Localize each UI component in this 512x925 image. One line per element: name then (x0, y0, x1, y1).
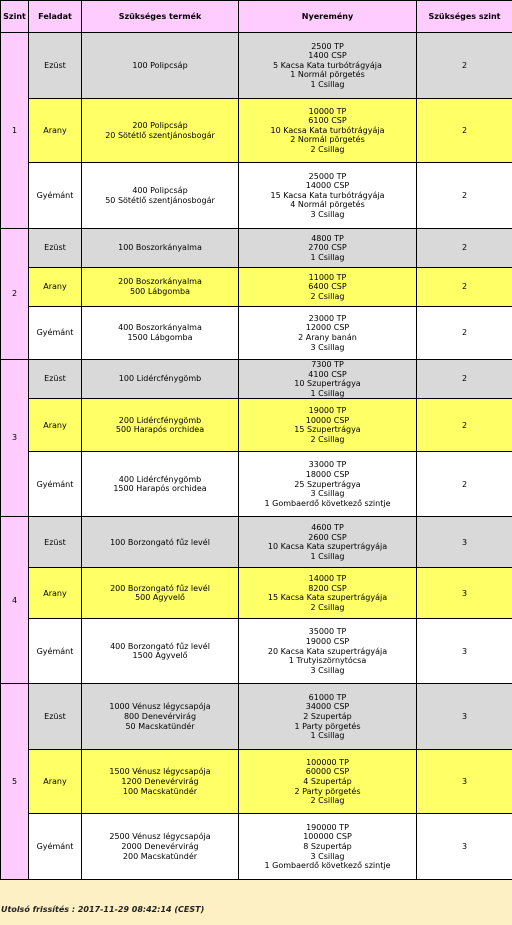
products-cell (82, 268, 239, 307)
reward-line: 5 Kacsa Kata turbótrágyája (273, 60, 382, 70)
task-cell: Gyémánt (29, 452, 82, 517)
level-cell: 5 (1, 684, 29, 880)
products-cell (82, 399, 239, 452)
table-row (1, 229, 512, 268)
reward-line: 1 Trutyiszörnytócsa (288, 656, 367, 666)
header-products: Szükséges termék (82, 1, 239, 33)
reward-line: 2600 CSP (308, 532, 347, 542)
task-cell: Arany (29, 399, 82, 452)
reward-line: 19000 CSP (305, 636, 350, 646)
table-row (1, 452, 512, 517)
reward-line: 14000 TP (308, 574, 347, 584)
required-level-cell: 2 (417, 163, 512, 229)
product-line: 800 Denevérvirág (123, 712, 197, 722)
reward-line: 3 Csillag (310, 209, 345, 219)
reward-line: 15 Kacsa Kata turbótrágyája (270, 190, 385, 200)
product-line: 100 Borzongató fűz levél (110, 537, 210, 547)
products-cell (82, 360, 239, 399)
reward-line: 7300 TP (311, 360, 344, 369)
task-cell: Ezüst (29, 33, 82, 99)
required-level-cell: 3 (417, 750, 512, 814)
reward-line: 4600 TP (311, 523, 344, 533)
product-line: 200 Boszorkányalma (118, 277, 202, 287)
header-task: Feladat (29, 1, 82, 33)
products-cell (82, 99, 239, 163)
reward-line: 18000 CSP (305, 469, 350, 479)
task-cell: Ezüst (29, 517, 82, 568)
products-cell (82, 814, 239, 880)
reward-line: 1400 CSP (308, 51, 347, 61)
reward-line: 2 Normál pörgetés (290, 135, 365, 145)
products-cell (82, 33, 239, 99)
product-line: 200 Borzongató fűz levél (110, 583, 210, 593)
reward-line: 1 Gombaerdő következő szintje (264, 498, 391, 508)
products-cell (82, 452, 239, 517)
required-level-cell: 2 (417, 307, 512, 360)
table-row (1, 268, 512, 307)
rewards-cell (239, 619, 417, 684)
last-updated: Utolsó frissítés : 2017-11-29 08:42:14 (CEST) (1, 905, 205, 914)
rewards-cell (239, 360, 417, 399)
required-level-cell: 2 (417, 229, 512, 268)
required-level-cell: 2 (417, 452, 512, 517)
required-level-cell: 3 (417, 684, 512, 750)
rewards-cell (239, 684, 417, 750)
product-line: 100 Boszorkányalma (118, 243, 202, 253)
table-row (1, 307, 512, 360)
product-line: 400 Lidércfénygömb (118, 474, 202, 484)
reward-line: 4800 TP (311, 233, 344, 243)
header-row (1, 1, 512, 33)
reward-line: 3 Csillag (310, 342, 345, 352)
reward-line: 3 Csillag (310, 489, 345, 499)
reward-line: 3 Csillag (310, 665, 345, 675)
rewards-cell (239, 517, 417, 568)
reward-line: 34000 CSP (305, 702, 350, 712)
table-row (1, 99, 512, 163)
product-line: 500 Agyvelő (135, 593, 185, 603)
product-line: 400 Boszorkányalma (118, 323, 202, 333)
reward-line: 1 Party pörgetés (294, 721, 361, 731)
table-row (1, 33, 512, 99)
reward-line: 11000 TP (308, 272, 347, 282)
task-cell: Arany (29, 268, 82, 307)
reward-line: 10000 TP (308, 106, 347, 116)
reward-line: 2 Csillag (310, 796, 345, 806)
product-line: 1500 Agyvelő (132, 651, 188, 661)
task-cell: Gyémánt (29, 814, 82, 880)
reward-line: 6400 CSP (308, 282, 347, 292)
reward-line: 100000 CSP (303, 832, 352, 842)
product-line: 1000 Vénusz légycsapója (109, 702, 211, 712)
product-line: 50 Sötétlő szentjánosbogár (105, 195, 215, 205)
reward-line: 15 Kacsa Kata szupertrágyája (267, 593, 388, 603)
task-cell: Arany (29, 99, 82, 163)
level-cell: 4 (1, 517, 29, 684)
reward-line: 35000 TP (308, 627, 347, 637)
reward-line: 8 Szupertáp (303, 842, 352, 852)
reward-line: 4 Szupertáp (303, 777, 352, 787)
product-line: 500 Harapós orchidea (115, 425, 205, 435)
task-cell: Ezüst (29, 684, 82, 750)
product-line: 1500 Vénusz légycsapója (109, 767, 211, 777)
required-level-cell: 2 (417, 360, 512, 399)
products-cell (82, 517, 239, 568)
reward-line: 10 Kacsa Kata turbótrágyája (270, 125, 385, 135)
rewards-cell (239, 99, 417, 163)
product-line: 50 Macskatündér (125, 721, 195, 731)
products-cell (82, 750, 239, 814)
reward-line: 100000 TP (306, 757, 349, 767)
required-level-cell: 2 (417, 99, 512, 163)
rewards-cell (239, 163, 417, 229)
reward-line: 1 Normál pörgetés (290, 70, 365, 80)
reward-line: 1 Gombaerdő következő szintje (264, 861, 391, 871)
required-level-cell: 2 (417, 33, 512, 99)
header-rewards: Nyeremény (239, 1, 417, 33)
level-cell: 1 (1, 33, 29, 229)
product-line: 200 Lidércfénygömb (118, 415, 202, 425)
reward-line: 1 Csillag (310, 731, 345, 741)
reward-line: 15 Szupertrágya (294, 425, 361, 435)
reward-line: 60000 CSP (305, 767, 350, 777)
header-required-level: Szükséges szint (417, 1, 512, 33)
reward-line: 10 Szupertrágya (294, 379, 361, 389)
required-level-cell: 3 (417, 517, 512, 568)
table-row (1, 750, 512, 814)
product-line: 400 Borzongató fűz levél (110, 641, 210, 651)
product-line: 2500 Vénusz légycsapója (109, 832, 211, 842)
reward-line: 8200 CSP (308, 583, 347, 593)
task-cell: Gyémánt (29, 163, 82, 229)
rewards-cell (239, 452, 417, 517)
rewards-cell (239, 568, 417, 619)
task-cell: Arany (29, 568, 82, 619)
product-line: 1500 Lábgomba (127, 333, 193, 342)
reward-line: 23000 TP (308, 313, 347, 323)
rewards-cell (239, 814, 417, 880)
level-cell: 2 (1, 229, 29, 360)
reward-line: 12000 CSP (305, 323, 350, 333)
reward-line: 25 Szupertrágya (294, 479, 361, 489)
rewards-cell (239, 229, 417, 268)
reward-line: 1 Csillag (310, 551, 345, 561)
product-line: 100 Lidércfénygömb (118, 374, 202, 384)
rewards-cell (239, 33, 417, 99)
products-cell (82, 568, 239, 619)
product-line: 400 Polipcsáp (132, 185, 188, 195)
required-level-cell: 2 (417, 268, 512, 307)
required-level-cell: 2 (417, 399, 512, 452)
table-row (1, 399, 512, 452)
reward-line: 2 Arany banán (298, 333, 357, 342)
reward-line: 1 Csillag (310, 252, 345, 262)
product-line: 500 Lábgomba (130, 287, 190, 296)
header-level: Szint (1, 1, 29, 33)
task-cell: Gyémánt (29, 619, 82, 684)
products-cell (82, 229, 239, 268)
reward-line: 10 Kacsa Kata szupertrágyája (267, 542, 388, 552)
reward-line: 2 Party pörgetés (294, 786, 361, 796)
reward-line: 1 Csillag (310, 388, 345, 398)
reward-line: 190000 TP (306, 822, 349, 832)
reward-line: 25000 TP (308, 171, 347, 181)
table-row (1, 360, 512, 399)
reward-line: 3 Csillag (310, 851, 345, 861)
reward-line: 61000 TP (308, 692, 347, 702)
reward-line: 2500 TP (311, 41, 344, 51)
rewards-cell (239, 307, 417, 360)
product-line: 20 Sötétlő szentjánosbogár (105, 130, 215, 140)
reward-line: 1 Csillag (310, 79, 345, 89)
required-level-cell: 3 (417, 568, 512, 619)
reward-line: 4100 CSP (308, 369, 347, 379)
rewards-cell (239, 750, 417, 814)
products-cell (82, 163, 239, 229)
table-row (1, 517, 512, 568)
table-row (1, 163, 512, 229)
reward-line: 2 Csillag (310, 291, 345, 301)
products-cell (82, 307, 239, 360)
reward-line: 4 Normál pörgetés (290, 200, 365, 210)
rewards-cell (239, 399, 417, 452)
product-line: 200 Polipcsáp (132, 120, 188, 130)
reward-line: 2 Szupertáp (303, 712, 352, 722)
task-cell: Ezüst (29, 360, 82, 399)
reward-line: 19000 TP (308, 406, 347, 416)
required-level-cell: 3 (417, 814, 512, 880)
reward-line: 10000 CSP (305, 415, 350, 425)
reward-line: 6100 CSP (308, 116, 347, 126)
products-cell (82, 619, 239, 684)
reward-line: 2 Csillag (310, 602, 345, 612)
product-line: 200 Macskatündér (122, 851, 198, 861)
required-level-cell: 3 (417, 619, 512, 684)
product-line: 2000 Denevérvirág (121, 842, 199, 852)
reward-line: 2 Csillag (310, 434, 345, 444)
task-cell: Gyémánt (29, 307, 82, 360)
task-cell: Arany (29, 750, 82, 814)
products-cell (82, 684, 239, 750)
product-line: 1200 Denevérvirág (121, 777, 199, 787)
level-cell: 3 (1, 360, 29, 517)
product-line: 1500 Harapós orchidea (113, 484, 207, 494)
table-row (1, 814, 512, 880)
table-row (1, 619, 512, 684)
rewards-cell (239, 268, 417, 307)
product-line: 100 Polipcsáp (132, 60, 188, 70)
reward-line: 2700 CSP (308, 243, 347, 253)
reward-line: 20 Kacsa Kata szupertrágyája (267, 646, 388, 656)
task-cell: Ezüst (29, 229, 82, 268)
reward-line: 2 Csillag (310, 144, 345, 154)
table-row (1, 684, 512, 750)
product-line: 100 Macskatündér (122, 786, 198, 796)
reward-line: 14000 CSP (305, 181, 350, 191)
reward-line: 33000 TP (308, 460, 347, 470)
table-row (1, 568, 512, 619)
